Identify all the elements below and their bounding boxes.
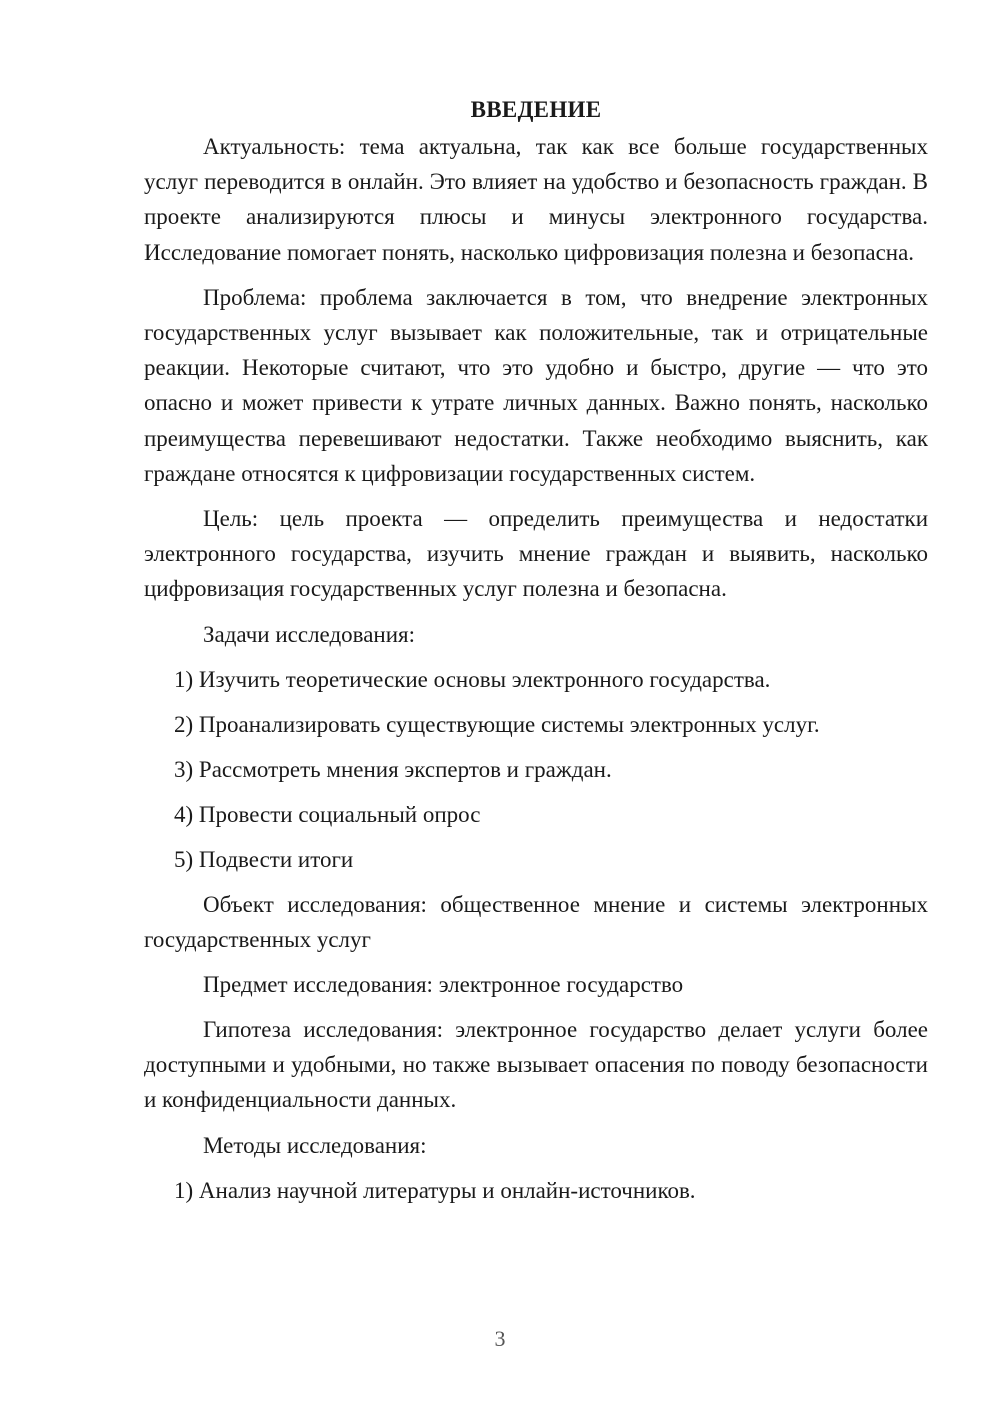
task-item: 3) Рассмотреть мнения экспертов и граждан. xyxy=(174,756,612,782)
tasks-heading: Задачи исследования: xyxy=(203,621,416,647)
subject-paragraph: Предмет исследования: электронное государство xyxy=(203,972,684,998)
hypothesis-paragraph: Гипотеза исследования: электронное государство делает услуги более доступными и удобными, но также вызывает опасения по поводу безопасности и конфиденциальности данных. xyxy=(144,1017,928,1113)
page-number: 3 xyxy=(494,1326,506,1351)
problem-paragraph: Проблема: проблема заключается в том, что внедрение электронных государственных услуг вызывает как положительные, так и отрицательные реакции. Некоторые считают, что это удобно и быстро, другие — что это опасно и может привести к утрате личных данных. Важно понять, насколько преимущества перевешивают недостатки. Также необходимо выяснить, как граждане относятся к цифровизации государственных систем. xyxy=(144,284,928,486)
object-paragraph: Объект исследования: общественное мнение и системы электронных государственных услуг xyxy=(144,891,928,952)
task-item: 4) Провести социальный опрос xyxy=(174,801,481,827)
goal-paragraph: Цель: цель проекта — определить преимущества и недостатки электронного государства, изучить мнение граждан и выявить, насколько цифровизация государственных услуг полезна и безопасна. xyxy=(144,506,928,602)
section-title: ВВЕДЕНИЕ xyxy=(470,97,602,122)
methods-heading: Методы исследования: xyxy=(203,1132,427,1158)
task-item: 5) Подвести итоги xyxy=(174,846,354,872)
method-item: 1) Анализ научной литературы и онлайн-источников. xyxy=(174,1177,696,1203)
document-page xyxy=(144,92,928,1218)
task-item: 1) Изучить теоретические основы электронного государства. xyxy=(174,666,771,692)
relevance-paragraph: Актуальность: тема актуальна, так как все больше государственных услуг переводится в онлайн. Это влияет на удобство и безопасность граждан. В проекте анализируются плюсы и минусы электронного государства. Исследование помогает понять, насколько цифровизация полезна и безопасна. xyxy=(144,134,928,265)
task-item: 2) Проанализировать существующие системы электронных услуг. xyxy=(174,711,820,737)
